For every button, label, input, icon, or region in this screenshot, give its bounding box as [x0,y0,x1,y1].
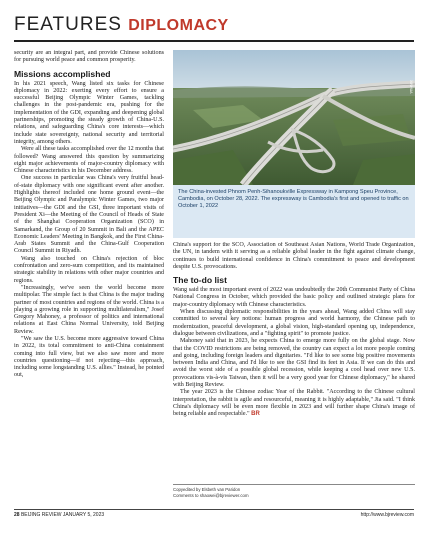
subsection-name: DIPLOMACY [128,17,229,34]
footnote [173,484,415,498]
header-rule [14,40,414,42]
final-paragraph-text: The year 2023 is the Chinese zodiac Year of the Rabbit. "According to the Chinese cultural interpretation, the rabbit is agile and resourceful, meaning it is highly adaptable," Jia said. "I think China's diplomacy will be even more flexible in 2023 and will further shape China's image of being reliable and respectable." [173,389,415,418]
body-paragraph: Mahoney said that in 2023, he expects China to emerge more fully on the global stage. Now that the COVID restrictions are being removed, the country can expect a lot more people coming and going, including foreign leaders and dignitaries. "I'd like to see some big positive movements between India and China, and I'd like to see the GSI find its feet in Asia. If we can do this and avoid the worst side of a possible global recession, while keeping a cool head over new U.S. provocations vis-à-vis Taiwan, then it will be a very good year for Chinese diplomacy," he shared with Beijing Review. [173,338,415,389]
photo-caption: The China-invested Phnom Penh-Sihanoukville Expressway in Kampong Speu Province, Cambodia, on October 28, 2022. The expressway is Cambodia's first and opened to traffic on October 1, 2022 [178,189,409,210]
page-header [14,8,414,46]
right-column [173,50,415,506]
section-name: FEATURES [14,14,122,35]
section-title [14,14,229,36]
body-paragraph [173,389,415,418]
body-paragraph: "We saw the U.S. become more aggressive toward China in 2022, its total commitment to anti-China containment coming into full view, but we also saw more and more countries questioning—if not rejecting—this approach, including some longstanding U.S. allies." Instead, he pointed out, [14,335,164,379]
body-paragraph: One success in particular was China's very fruitful head-of-state diplomacy with one significant event after another. Highlights thereof included one home ground event—the Beijing Olympic and Paralympic Winter Games, two major initiatives—the GDI and the GSI, three important visits of President Xi—the Meeting of the Council of Heads of State of the Shanghai Cooperation Organization (SCO) in Samarkand, the Group of 20 Summit in Bali and the APEC Economic Leaders' Meeting in Bangkok, and the First China-Arab States Summit and the China-Gulf Cooperation Council Summit in Riyadh. [14,175,164,255]
left-column [14,50,164,506]
section-heading-todo: The to-do list [173,275,227,286]
end-mark: BR [251,411,260,418]
body-paragraph: When discussing diplomatic responsibilities in the years ahead, Wang added China will stay committed to several key notions: human progress and world harmony, the Chinese path to modernization, peaceful development, a global vision, high-standard opening up, independence, dialogue between civilizations, and a "fighting spirit" to promote justice. [173,309,415,337]
body-paragraph: China's support for the SCO, Association of Southeast Asian Nations, World Trade Organization, the UN, in tandem with it serving as a reliable global leader in the fight against climate change, continues to build international confidence in China's commitment to peace and development despite U.S. provocations. [173,242,415,270]
section-heading-missions: Missions accomplished [14,68,111,79]
website-url[interactable]: http://www.bjreview.com [360,512,414,518]
expressway-aerial-image [173,50,415,185]
copyeditor-line: Copyedited by Elsbeth van Paridon [173,487,241,492]
photo-caption-box [173,185,415,238]
body-paragraph: Wang said the most important event of 2022 was undoubtedly the 20th Communist Party of China National Congress in October, which provided the basic policy and outlined strategic plans for major-country diplomacy with Chinese characteristics. [173,287,415,308]
photo-credit: XINHUA [409,80,413,94]
issue-info: BEIJING REVIEW JANUARY 5, 2023 [20,512,105,518]
body-paragraph: Wang also touched on China's rejection of bloc confrontation and zero-sum competition, and its maintained strategic stability in relations with other major countries and regions. [14,255,164,284]
page-footer-left [14,512,104,518]
body-paragraph: Were all these tasks accomplished over the 12 months that followed? Wang answered this question by summarizing eight major achievements of major-country diplomacy with Chinese characteristics in his December address. [14,146,164,175]
body-paragraph: In his 2021 speech, Wang listed six tasks for Chinese diplomacy in 2022: exerting every effort to ensure a successful Beijing Olympic Winter Games, tackling challenges in the post-pandemic era, pushing for the implementation of the GDI, expanding and deepening global partnerships, promoting the steady growth of China-U.S. relations, and safeguarding China's core interests—which include state sovereignty, national security and territorial integrity, among others. [14,80,164,145]
expressway-photo [173,50,415,185]
body-paragraph: "Increasingly, we've seen the world become more multipolar. The simple fact is that China is the major trading partner of most countries and regions of the world. China is a playing a growing role in supporting multilateralism," Josef Gregory Mahoney, a professor of politics and international relations at East China Normal University, told Beijing Review. [14,284,164,335]
footer-rule [14,509,414,510]
page-number: 28 [14,512,20,518]
right-column-text [173,242,415,482]
intro-paragraph: security are an integral part, and provide Chinese solutions for pursuing world peace and common prosperity. [14,50,164,64]
comments-line: Comments to shaowei@bjreviewer.com [173,492,249,498]
